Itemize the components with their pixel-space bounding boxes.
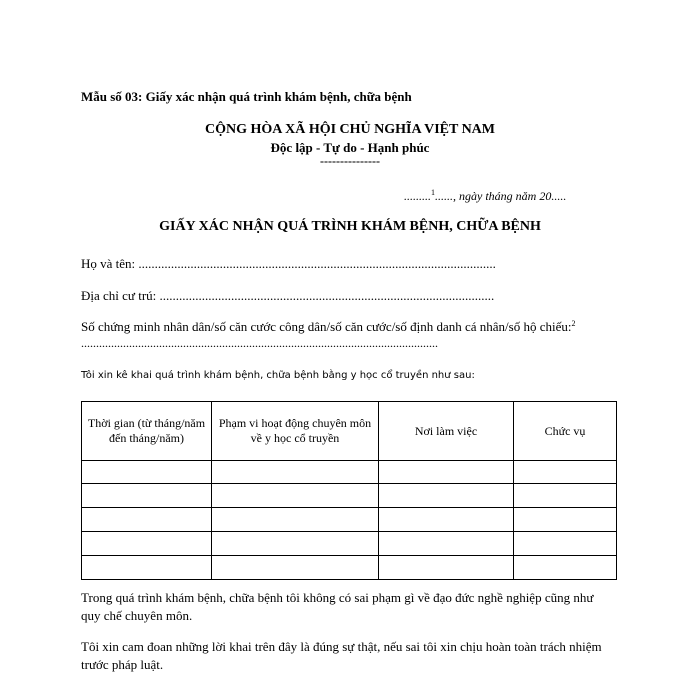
table-header-row: [82, 402, 617, 461]
footnote-marker-2: 2: [571, 319, 576, 328]
commitment-statement: Tôi xin cam đoan những lời khai trên đây là đúng sự thật, nếu sai tôi xin chịu hoàn toàn trách nhiệm trước pháp luật.: [81, 639, 602, 672]
table-row: [82, 532, 617, 556]
national-title: CỘNG HÒA XÃ HỘI CHỦ NGHĨA VIỆT NAM: [204, 122, 495, 137]
header-divider: ---------------: [320, 154, 380, 168]
table-cell[interactable]: [212, 532, 379, 556]
table-cell[interactable]: [379, 508, 514, 532]
id-label-text: Số chứng minh nhân dân/số căn cước công dân/số căn cước/số định danh cá nhân/số hộ chiếu:: [81, 319, 572, 334]
table-cell[interactable]: [379, 532, 514, 556]
table-cell[interactable]: [82, 556, 212, 580]
id-number-label: [81, 319, 576, 335]
history-table: [81, 401, 617, 580]
national-motto: Độc lập - Tự do - Hạnh phúc: [270, 140, 430, 155]
col-header-position: Chức vụ: [514, 402, 617, 461]
date-text: ......, ngày tháng năm 20.....: [435, 189, 567, 203]
table-cell[interactable]: [82, 461, 212, 484]
table-cell[interactable]: [514, 484, 617, 508]
full-name-field[interactable]: Họ và tên: ..............................................................................................................: [81, 256, 496, 271]
footnote-marker-1: 1: [431, 188, 435, 197]
place-blank: .........: [404, 189, 431, 203]
document-title: GIẤY XÁC NHẬN QUÁ TRÌNH KHÁM BỆNH, CHỮA BỆNH: [159, 219, 541, 234]
id-number-field[interactable]: .......................................................................................................................: [81, 336, 438, 350]
table-cell[interactable]: [82, 508, 212, 532]
col-header-scope: Phạm vi hoạt động chuyên môn về y học cổ truyền: [212, 402, 379, 461]
table-cell[interactable]: [212, 461, 379, 484]
table-cell[interactable]: [514, 508, 617, 532]
table-cell[interactable]: [379, 484, 514, 508]
address-field[interactable]: Địa chỉ cư trú: .......................................................................................................: [81, 288, 495, 303]
col-header-time: Thời gian (từ tháng/năm đến tháng/năm): [82, 402, 212, 461]
table-cell[interactable]: [379, 461, 514, 484]
table-row: [82, 508, 617, 532]
col-header-workplace: Nơi làm việc: [379, 402, 514, 461]
form-code: Mẫu số 03: Giấy xác nhận quá trình khám bệnh, chữa bệnh: [81, 89, 412, 104]
table-row: [82, 556, 617, 580]
table-cell[interactable]: [514, 556, 617, 580]
dateline: [404, 188, 566, 204]
ethics-statement: Trong quá trình khám bệnh, chữa bệnh tôi không có sai phạm gì về đạo đức nghề nghiệp cũng như quy chế chuyên môn.: [81, 590, 594, 623]
table-cell[interactable]: [82, 532, 212, 556]
table-cell[interactable]: [379, 556, 514, 580]
declaration-text: Tôi xin kê khai quá trình khám bệnh, chữa bệnh bằng y học cổ truyền như sau:: [81, 370, 475, 381]
table-cell[interactable]: [212, 484, 379, 508]
table-cell[interactable]: [82, 484, 212, 508]
table-cell[interactable]: [212, 556, 379, 580]
table-cell[interactable]: [212, 508, 379, 532]
table-row: [82, 461, 617, 484]
table-cell[interactable]: [514, 532, 617, 556]
table-cell[interactable]: [514, 461, 617, 484]
table-row: [82, 484, 617, 508]
